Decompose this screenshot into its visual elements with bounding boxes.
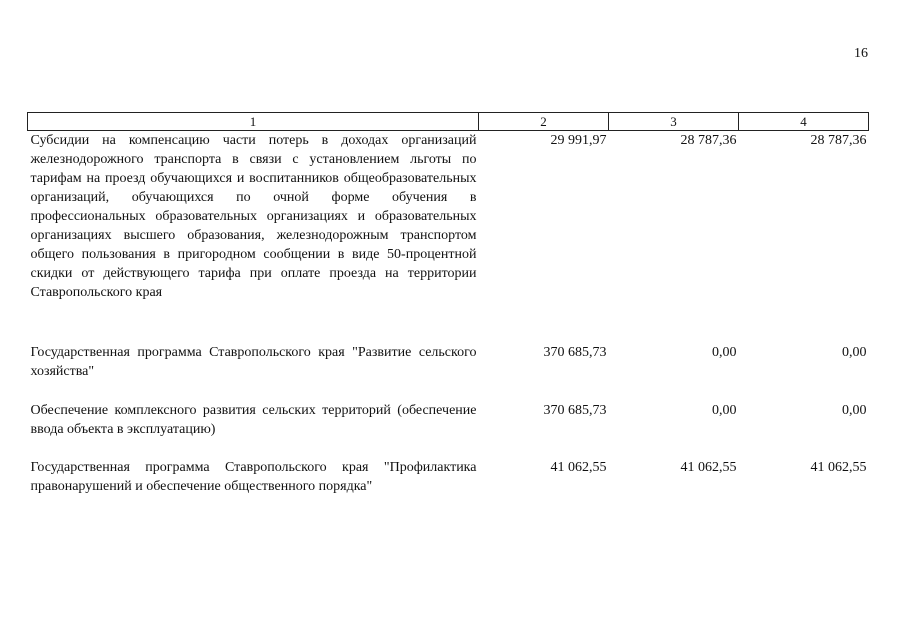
row-value-col2: 370 685,73 [543, 403, 607, 418]
row-label: Обеспечение комплексного развития сельских территорий (обеспечение ввода объекта в эксплуатацию) [30, 403, 477, 437]
row-value-col3: 41 062,55 [680, 460, 737, 475]
table-row [28, 401, 869, 458]
row-value-col2: 41 062,55 [550, 460, 607, 475]
row-value-col4: 0,00 [842, 403, 867, 418]
column-header-4: 4 [739, 113, 869, 131]
row-value-col2: 29 991,97 [550, 133, 607, 148]
table-row [28, 458, 869, 498]
row-value-col4: 41 062,55 [810, 460, 867, 475]
row-value-col4: 28 787,36 [810, 133, 867, 148]
row-value-col3: 28 787,36 [680, 133, 737, 148]
row-value-col3: 0,00 [712, 345, 737, 360]
row-value-col4: 0,00 [842, 345, 867, 360]
column-header-1: 1 [28, 113, 479, 131]
column-header-3: 3 [609, 113, 739, 131]
budget-table [27, 112, 869, 498]
row-label: Субсидии на компенсацию части потерь в доходах организаций железнодорожного транспорта в связи с установлением льготы по тарифам на проезд обучающихся и воспитанников общеобразовательных организаций, обучающихся по очной форме обучения в профессиональных образовательных организациях и образовательных организациях высшего образования, железнодорожным транспортом общего пользования в пригородном сообщении в виде 50-процентной скидки от действующего тарифа при оплате проезда на территории Ставропольского края [30, 133, 477, 300]
table-row [28, 343, 869, 401]
row-value-col2: 370 685,73 [543, 345, 607, 360]
row-label: Государственная программа Ставропольского края "Развитие сельского хозяйства" [30, 345, 477, 379]
row-label: Государственная программа Ставропольского края "Профилактика правонарушений и обеспечение общественного порядка" [30, 460, 477, 494]
table-row [28, 131, 869, 344]
page-number: 16 [854, 46, 868, 61]
table-header-row [28, 113, 869, 131]
column-header-2: 2 [479, 113, 609, 131]
row-value-col3: 0,00 [712, 403, 737, 418]
